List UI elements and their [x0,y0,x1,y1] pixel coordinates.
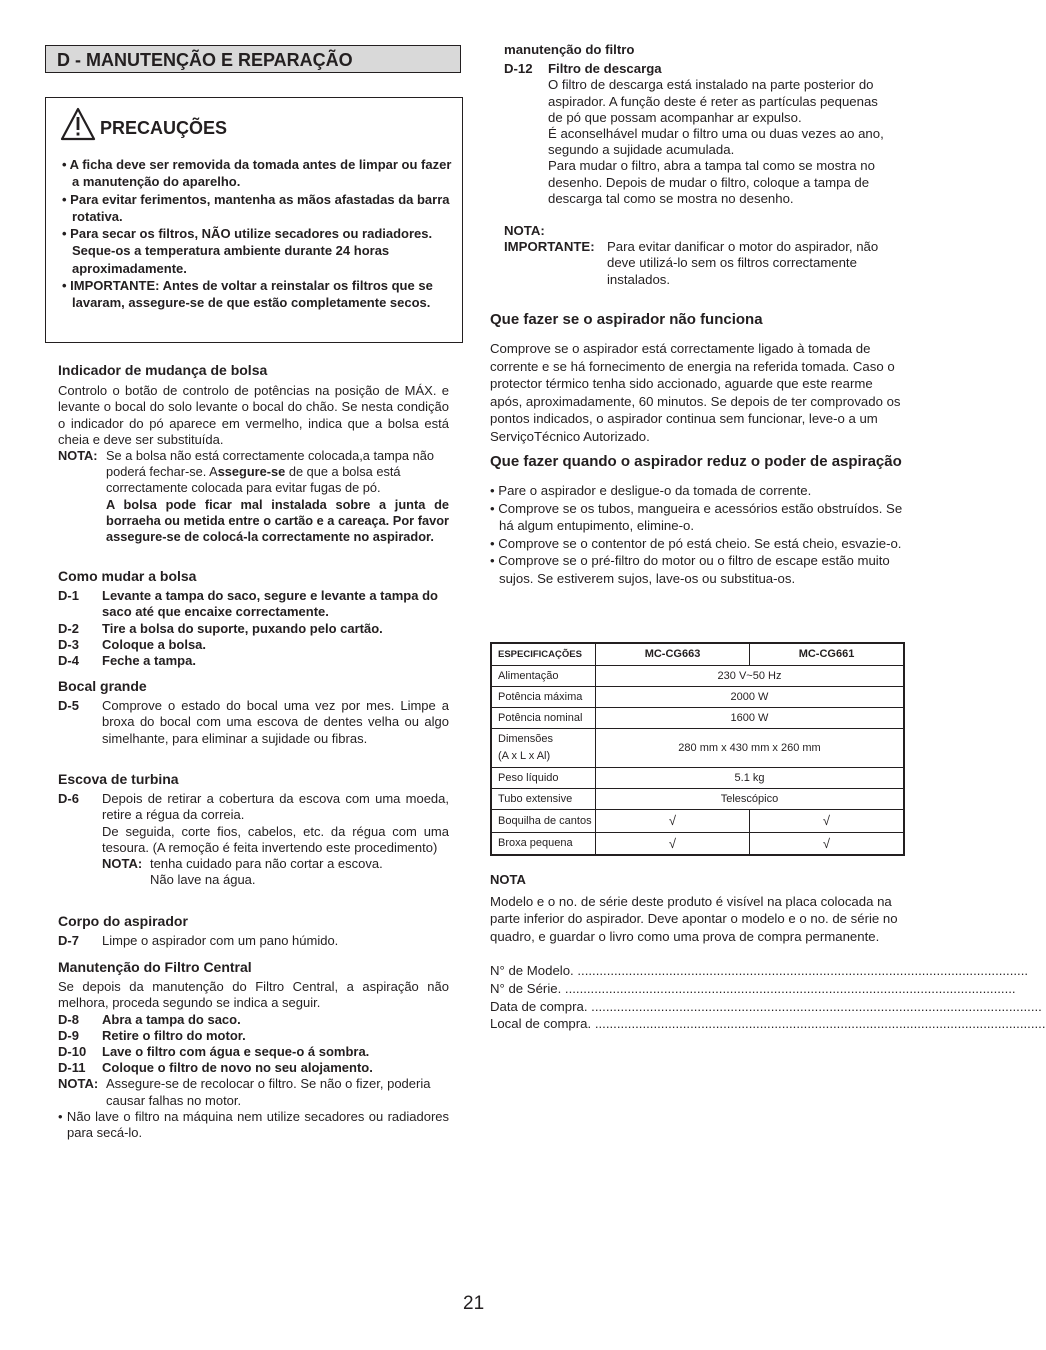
table-row [491,665,904,686]
table-row [491,707,904,728]
step-row [58,698,449,747]
nota-text: tenha cuidado para não cortar a escova. [150,856,383,872]
precautions-list [62,156,454,312]
important-label: IMPORTANTE: [504,239,595,255]
form-field-model [490,962,1029,980]
step-code: D-4 [58,653,79,669]
check-mark: √ [596,832,750,855]
table-cell: 5.1 kg [596,767,905,788]
field-label: N° de Série. [490,980,562,996]
table-row [491,686,904,707]
dotted-leader: ........................................................................................................................... [587,998,1042,1014]
section-heading: Manutenção do Filtro Central [58,959,252,975]
step-code: D-1 [58,588,79,604]
step-text: Depois de retirar a cobertura da escova com uma moeda, retire a régua da correia. [102,791,449,823]
paragraph: Modelo e o no. de série deste produto é visível na placa colocada na parte inferior do aspirador. Deve apontar o modelo e o no. de série no quadro, e guardar o livro como uma prova de compra permanente. [490,893,898,944]
step-row [58,933,449,949]
table-row [491,788,904,809]
nota-row [102,856,449,888]
specifications-table [490,642,905,856]
cell-line: Dimensões [498,732,554,745]
paragraph: É aconselhável mudar o filtro uma ou duas vezes ao ano, segundo a sujidade acumulada. [548,126,884,158]
table-cell: 230 V~50 Hz [596,665,905,686]
dotted-leader: ........................................................................................................................... [561,980,1016,996]
filter-maintenance-section [504,42,896,288]
nota-label: NOTA: [504,223,545,239]
list-item: • Comprove se o pré-filtro do motor ou o filtro de escape estão muito sujos. Se estiverem sujos, lave-os ou substitua-os. [490,553,890,586]
paragraph: O filtro de descarga está instalado na parte posterior do aspirador. A função deste é reter as partículas pequenas de pó que possam acompanhar ar expulso. [548,77,878,125]
section-heading: Como mudar a bolsa [58,568,197,584]
nota-row [504,239,896,288]
list-item: • Para evitar ferimentos, mantenha as mãos afastadas da barra rotativa. [62,191,450,224]
nota-text [106,448,449,497]
table-cell [491,728,596,767]
table-header-row [491,643,904,665]
table-row [491,832,904,855]
table-cell: Peso líquido [491,767,596,788]
step-text: Tire a bolsa do suporte, puxando pelo cartão. [102,620,383,636]
step-row [58,791,449,888]
step-row [58,653,449,669]
nota-text: Não lave na água. [150,872,256,888]
warning-icon [60,107,96,141]
paragraph: Se depois da manutenção do Filtro Central, a aspiração não melhora, proceda segundo se indica a seguir. [58,979,449,1011]
step-text: Feche a tampa. [102,653,196,669]
table-cell: Broxa pequena [491,832,596,855]
step-row [58,621,449,637]
list-item: • Pare o aspirador e desligue-o da tomada de corrente. [490,483,812,498]
table-row [491,728,904,767]
step-code: D-10 [58,1044,87,1060]
nota-row [58,1076,449,1108]
table-header-cell: ESPECIFICAÇÕES [491,643,596,665]
step-row [58,637,449,653]
important-text: Para evitar danificar o motor do aspirador, não deve utilizá-lo sem os filtros correctamente instalados. [607,239,879,287]
table-cell: 280 mm x 430 mm x 260 mm [596,728,905,767]
form-field-purchase-date [490,998,1042,1016]
dotted-leader: ........................................................................................................................... [591,1016,1046,1032]
field-label: N° de Modelo. [490,963,574,979]
step-row [58,588,449,620]
nota-bold: ssegure-se [217,464,286,480]
step-row [58,1060,449,1076]
note-title: NOTA [490,872,526,887]
step-text: Coloque a bolsa. [102,636,207,652]
step-row [58,1028,449,1044]
check-mark: √ [596,809,750,832]
section-heading: Indicador de mudança de bolsa [58,362,268,378]
step-code: D-7 [58,933,79,949]
table-cell: Potência nominal [491,707,596,728]
form-field-serial [490,980,1016,998]
check-mark: √ [750,832,905,855]
step-code: D-11 [58,1060,86,1076]
list-item: • A ficha deve ser removida da tomada antes de limpar ou fazer a manutenção do aparelho. [62,157,452,190]
step-code: D-3 [58,636,79,652]
step-row [58,1012,449,1028]
table-cell: 1600 W [596,707,905,728]
section-heading: Escova de turbina [58,771,179,787]
nota-part: Se a bolsa não está correctamente colocada,a tampa não poderá fechar-se. A [106,448,434,480]
section-heading: Bocal grande [58,678,147,694]
nota-label: NOTA: [102,856,143,872]
step-text: Levante a tampa do saco, segure e levante a tampa do saco até que encaixe correctamente. [102,588,438,620]
section-heading: Que fazer se o aspirador não funciona [490,311,763,328]
step-text: Abra a tampa do saco. [102,1011,241,1027]
step-text: Retire o filtro do motor. [102,1027,246,1043]
turbo-brush-section [58,771,449,888]
step-text: Lave o filtro com água e seque-o á sombra. [102,1044,370,1060]
section-heading: Corpo do aspirador [58,913,188,929]
body-section [58,913,449,949]
final-note-section [490,871,1046,1033]
table-cell: Telescópico [596,788,905,809]
step-code: D-9 [58,1027,79,1043]
step-text: Limpe o aspirador com um pano húmido. [102,933,339,949]
paragraph: Para mudar o filtro, abra a tampa tal como se mostra no desenho. Depois de mudar o filtro, coloque a tampa de descarga tal como se mostra no desenho. [548,158,875,206]
page-number: 21 [463,1293,485,1314]
step-text: Comprove o estado do bocal uma vez por mes. Limpe a broxa do bocal com uma escova de dentes velha ou algo simelhante, para eliminar a sujidade ou fibras. [102,698,449,746]
step-row [504,61,896,77]
check-mark: √ [750,809,905,832]
not-working-section [490,311,904,446]
precautions-heading [60,102,227,146]
section-heading: manutenção do filtro [504,42,635,57]
table-row [491,767,904,788]
nota-label: NOTA: [58,1076,99,1092]
list-item: • Comprove se o contentor de pó está cheio. Se está cheio, esvazie-o. [490,535,902,551]
step-code: D-6 [58,791,79,807]
nozzle-section [58,678,449,747]
field-label: Local de compra. [490,1016,592,1032]
list-item: • Para secar os filtros, NÃO utilize secadores ou radiadores. Seque-os a temperatura ambiente durante 24 horas aproximadamente. [62,226,433,276]
paragraph: Controlo o botão de controlo de potências na posição de MÁX. e levante o bocal do solo levante o bocal do chão. Se nesta condição o indicador do pó aparece em vermelho, indica que a bolsa está cheia e deve ser substituída. [58,383,449,447]
list-item: • Comprove se os tubos, mangueira e acessórios estão obstruídos. Se há algum entupimento, elimine-o. [490,500,903,534]
central-filter-section [58,959,449,1141]
nota-part: de que a bolsa está correctamente colocada para evitar fugas de pó. [106,464,401,496]
bag-indicator-section [58,362,449,545]
list-item: • IMPORTANTE: Antes de voltar a reinstalar os filtros que se lavaram, assegure-se de que estão completamente secos. [62,278,433,311]
step-subtitle: Filtro de descarga [548,61,662,77]
table-cell: Potência máxima [491,686,596,707]
table-header-cell: MC-CG663 [596,643,750,665]
step-code: D-5 [58,698,79,714]
table-row [491,809,904,832]
cell-line: (A x L x Al) [498,749,551,762]
step-text: De seguida, corte fios, cabelos, etc. da régua com uma tesoura. (A remoção é feita invertendo este procedimento) [102,823,449,855]
nota-label: NOTA: [58,448,98,464]
form-field-purchase-place [490,1015,1046,1033]
field-label: Data de compra. [490,998,588,1014]
nota-text: Assegure-se de recolocar o filtro. Se não o fizer, poderia causar falhas no motor. [106,1076,431,1108]
table-cell: Alimentação [491,665,596,686]
step-text: Coloque o filtro de novo no seu alojamento. [102,1060,373,1076]
change-bag-section [58,568,449,669]
precautions-title: PRECAUÇÕES [100,117,228,138]
step-code: D-2 [58,620,79,636]
table-cell: 2000 W [596,686,905,707]
table-header-cell: MC-CG661 [750,643,905,665]
table-cell: Tubo extensive [491,788,596,809]
step-row [58,1044,449,1060]
dotted-leader: ........................................................................................................................... [573,963,1029,979]
table-cell: Boquilha de cantos [491,809,596,832]
section-heading: Que fazer quando o aspirador reduz o poder de aspiração [490,453,902,470]
paragraph: Comprove se o aspirador está correctamente ligado à tomada de corrente e se há fornecimento de energia na referida tomada. Caso o protector térmico tenha sido accionado, aguarde que este rearme após, aproximadamente, 60 minutos. Se depois de ter comprovado os pontos indicados, o aspirador continua sem funcionar, leve-o a um ServiçoTécnico Autorizado. [490,341,901,444]
step-code: D-12 [504,61,533,77]
section-title: D - MANUTENÇÃO E REPARAÇÃO [45,45,461,73]
nota-bold-text: A bolsa pode ficar mal instalada sobre a junta de borraeha ou metida entre o cartão e a careaça. Por favor assegure-se de colocá-la correctamente no aspirador. [106,496,449,545]
suction-section [490,453,904,588]
step-code: D-8 [58,1011,79,1027]
list-item: • Não lave o filtro na máquina nem utilize secadores ou radiadores para secá-lo. [58,1108,449,1141]
